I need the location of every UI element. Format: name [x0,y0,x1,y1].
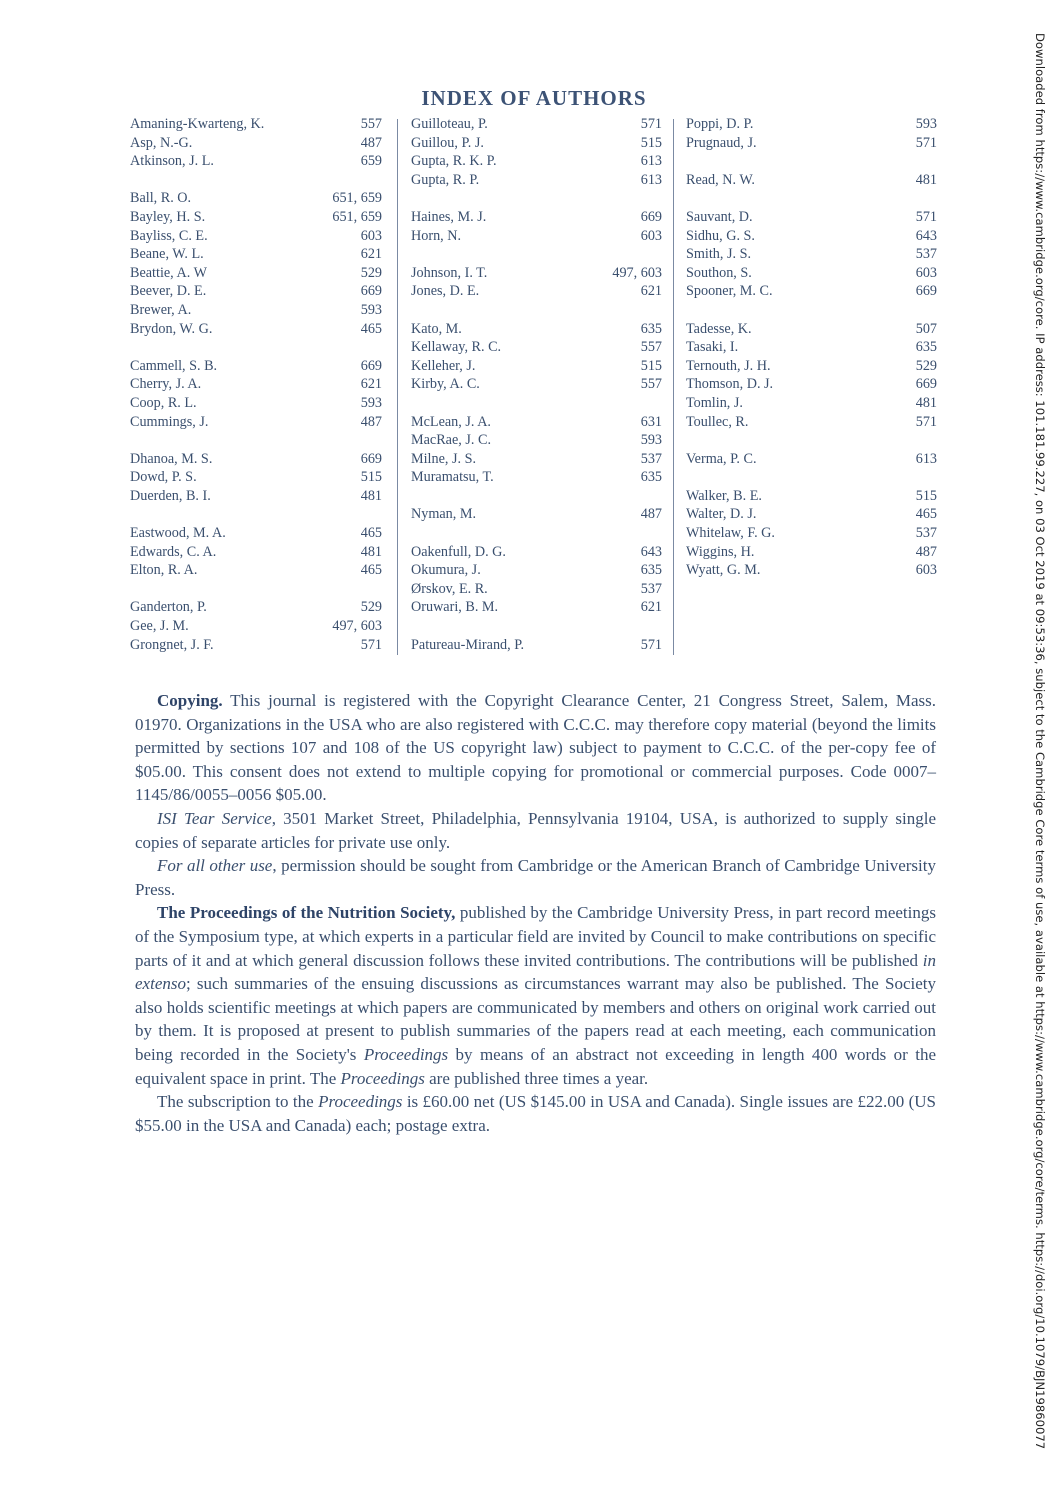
index-spacer [411,394,662,413]
author-name: Spooner, M. C. [686,283,773,300]
index-entry [686,543,937,562]
index-entry [130,227,382,246]
proceedings-heading: The Proceedings of the Nutrition Society, [157,903,456,923]
index-entry [130,301,382,320]
author-name: Read, N. W. [686,171,755,188]
author-name: Edwards, C. A. [130,543,217,560]
index-entry [686,171,937,190]
index-spacer [411,524,662,543]
author-name: Ternouth, J. H. [686,357,771,374]
page-numbers: 515 [360,469,382,486]
page-numbers: 669 [915,283,937,300]
index-entry [411,264,662,283]
page-numbers: 537 [640,580,662,597]
page-numbers: 529 [360,264,382,281]
author-name: Elton, R. A. [130,562,198,579]
page-numbers: 603 [915,264,937,281]
page-numbers: 487 [915,543,937,560]
author-name: Horn, N. [411,227,462,244]
page-numbers: 635 [640,469,662,486]
index-entry [686,357,937,376]
author-name: Gee, J. M. [130,618,189,635]
index-spacer [411,617,662,636]
author-index [130,115,940,660]
page-numbers: 537 [640,450,662,467]
index-entry [411,636,662,655]
index-entry [686,524,937,543]
index-entry [411,227,662,246]
index-entry [130,413,382,432]
author-name: Kellaway, R. C. [411,339,502,356]
author-name: Gupta, R. K. P. [411,153,497,170]
page-numbers: 621 [360,246,382,263]
index-spacer [130,338,382,357]
index-entry [411,431,662,450]
author-name: Ørskov, E. R. [411,580,488,597]
proceedings-paragraph: The Proceedings of the Nutrition Society, published by the Cambridge University Press, in part record meetings of the Symposium type, at which experts in a particular field are invited by Council to make contributions on specific parts of it and at which general discussion follows these invited contributions. The contributions will be published in extenso; such summaries of the ensuing discussions as circumstances warrant may also be published. The Society also holds scientific meetings at which papers are communicated by members and others on original work carried out by them. It is proposed at present to publish summaries of the papers read at each meeting, each communication being recorded in the Society's Proceedings by means of an abstract not exceeding in length 400 words or the equivalent space in print. The Proceedings are published three times a year. [135,903,936,1088]
author-name: Gupta, R. P. [411,171,480,188]
author-name: Bayley, H. S. [130,208,206,225]
page-numbers: 529 [915,357,937,374]
index-column-2 [411,115,662,654]
index-entry [130,543,382,562]
index-spacer [411,245,662,264]
index-entry [411,320,662,339]
page-numbers: 571 [640,116,662,132]
author-name: Beattie, A. W [130,264,207,281]
page-numbers: 603 [915,562,937,579]
index-entry [686,227,937,246]
author-name: Eastwood, M. A. [130,525,226,542]
page-numbers: 557 [360,116,382,132]
index-entry [686,134,937,153]
page-numbers: 481 [360,487,382,504]
index-entry [411,561,662,580]
page-numbers: 631 [640,413,662,430]
author-name: Muramatsu, T. [411,469,494,486]
author-name: Wiggins, H. [686,543,755,560]
index-entry [411,282,662,301]
page-numbers: 571 [915,413,937,430]
index-entry [686,264,937,283]
author-name: Dhanoa, M. S. [130,450,213,467]
page-numbers: 529 [360,599,382,616]
page-numbers: 669 [360,450,382,467]
author-name: Patureau-Mirand, P. [411,636,525,653]
page-numbers: 643 [915,227,937,244]
page-numbers: 487 [640,506,662,523]
page-numbers: 481 [915,171,937,188]
author-name: Whitelaw, F. G. [686,525,775,542]
index-spacer [686,431,937,450]
page-numbers: 557 [640,339,662,356]
index-entry [411,580,662,599]
page-numbers: 621 [640,283,662,300]
page-numbers: 465 [915,506,937,523]
author-name: Sidhu, G. S. [686,227,755,244]
download-sidebar [1027,33,1047,1469]
author-name: Poppi, D. P. [686,116,754,132]
index-entry [411,375,662,394]
index-entry [130,524,382,543]
page-numbers: 571 [915,134,937,151]
index-spacer [686,301,937,320]
author-name: Kirby, A. C. [411,376,480,393]
author-name: Dowd, P. S. [130,469,197,486]
page-numbers: 481 [915,394,937,411]
index-entry [686,505,937,524]
page-numbers: 593 [360,394,382,411]
index-entry [130,636,382,655]
index-entry [130,617,382,636]
author-name: Milne, J. S. [411,450,477,467]
author-name: Beane, W. L. [130,246,204,263]
page-numbers: 497, 603 [612,264,662,281]
index-spacer [130,505,382,524]
index-entry [130,357,382,376]
author-name: Johnson, I. T. [411,264,488,281]
author-name: Brewer, A. [130,301,192,318]
index-entry [686,208,937,227]
page-numbers: 481 [360,543,382,560]
index-entry [130,450,382,469]
page-numbers: 571 [360,636,382,653]
page-numbers: 613 [640,171,662,188]
author-name: Wyatt, G. M. [686,562,761,579]
author-name: Cummings, J. [130,413,209,430]
copying-heading: Copying. [157,691,223,710]
page-numbers: 613 [640,153,662,170]
page-numbers: 659 [360,153,382,170]
column-divider [673,119,674,655]
author-name: Jones, D. E. [411,283,480,300]
page-numbers: 635 [640,562,662,579]
page-numbers: 635 [640,320,662,337]
author-name: Tadesse, K. [686,320,752,337]
author-name: Cammell, S. B. [130,357,218,374]
index-entry [686,375,937,394]
index-entry [130,115,382,134]
index-entry [130,208,382,227]
author-name: Atkinson, J. L. [130,153,214,170]
index-column-3 [686,115,937,580]
index-entry [411,134,662,153]
page-numbers: 651, 659 [332,208,382,225]
index-entry [411,598,662,617]
index-entry [411,357,662,376]
index-spacer [130,431,382,450]
author-name: Okumura, J. [411,562,481,579]
index-entry [411,468,662,487]
page-numbers: 465 [360,562,382,579]
isi-paragraph: ISI Tear Service, 3501 Market Street, Philadelphia, Pennsylvania 19104, USA, is authorized to supply single copies of separate articles for private use only. [135,808,936,852]
index-title: INDEX OF AUTHORS [421,86,647,110]
index-spacer [130,580,382,599]
page-numbers: 651, 659 [332,190,382,207]
author-name: Amaning-Kwarteng, K. [130,116,265,132]
index-entry [686,413,937,432]
page-numbers: 669 [915,376,937,393]
author-name: Smith, J. S. [686,246,752,263]
page-numbers: 487 [360,413,382,430]
author-name: Asp, N.-G. [130,134,193,151]
index-spacer [686,468,937,487]
column-divider [397,119,398,655]
index-entry [130,152,382,171]
page-numbers: 643 [640,543,662,560]
page-numbers: 635 [915,339,937,356]
index-entry [411,171,662,190]
author-name: Guilloteau, P. [411,116,488,132]
author-name: MacRae, J. C. [411,432,491,449]
page-numbers: 537 [915,525,937,542]
author-name: Walter, D. J. [686,506,757,523]
index-entry [130,189,382,208]
index-spacer [411,301,662,320]
author-name: Cherry, J. A. [130,376,202,393]
index-entry [411,450,662,469]
author-name: Guillou, P. J. [411,134,484,151]
copying-paragraph: Copying. This journal is registered with the Copyright Clearance Center, 21 Congress Street, Salem, Mass. 01970. Organizations in the USA who are also registered with C.C.C. may therefore copy material (beyond the limits permitted by sections 107 and 108 of the US copyright law) subject to payment to C.C.C. of the per-copy fee of $05.00. This consent does not extend to multiple copying for promotional or commercial purposes. Code 0007–1145/86/0055–0056 $05.00. [135,691,936,805]
author-name: Haines, M. J. [411,208,487,225]
index-entry [130,375,382,394]
page-numbers: 537 [915,246,937,263]
page-numbers: 497, 603 [332,618,382,635]
page-numbers: 515 [915,487,937,504]
page-numbers: 507 [915,320,937,337]
author-name: Sauvant, D. [686,208,753,225]
page-numbers: 621 [360,376,382,393]
page-numbers: 515 [640,357,662,374]
index-entry [686,115,937,134]
index-entry [686,487,937,506]
index-spacer [686,152,937,171]
author-name: Nyman, M. [411,506,477,523]
author-name: Thomson, D. J. [686,376,774,393]
index-entry [411,208,662,227]
page-numbers: 593 [640,432,662,449]
index-entry [686,561,937,580]
page-numbers: 603 [640,227,662,244]
page-numbers: 593 [915,116,937,132]
author-name: Beever, D. E. [130,283,207,300]
author-name: Kato, M. [411,320,462,337]
index-entry [686,282,937,301]
index-entry [130,282,382,301]
author-name: McLean, J. A. [411,413,491,430]
author-name: Toullec, R. [686,413,749,430]
author-name: Tomlin, J. [686,394,743,411]
page-numbers: 557 [640,376,662,393]
author-name: Ball, R. O. [130,190,192,207]
index-entry [411,338,662,357]
index-entry [130,320,382,339]
index-entry [130,487,382,506]
page-numbers: 571 [915,208,937,225]
page-numbers: 669 [360,283,382,300]
other-use-paragraph: For all other use, permission should be sought from Cambridge or the American Branch of Cambridge University Press. [135,856,936,899]
index-entry [686,245,937,264]
index-entry [686,338,937,357]
index-entry [411,413,662,432]
index-entry [130,394,382,413]
index-entry [130,468,382,487]
index-entry [411,505,662,524]
author-name: Oakenfull, D. G. [411,543,506,560]
page-numbers: 465 [360,525,382,542]
index-entry [686,394,937,413]
page-numbers: 515 [640,134,662,151]
index-entry [686,320,937,339]
page-numbers: 669 [640,208,662,225]
page-numbers: 571 [640,636,662,653]
page-numbers: 603 [360,227,382,244]
author-name: Prugnaud, J. [686,134,757,151]
page-numbers: 613 [915,450,937,467]
other-use-heading: For all other use [157,856,273,876]
page-numbers: 487 [360,134,382,151]
download-notice-text: Downloaded from https://www.cambridge.org/core. IP address: 101.181.99.227, on 03 Oct 2019 at 09:53:36, subject to the Cambridge Core terms of use, available at https://www.cambridge.org/core/terms. https://doi.org/10.1079/BJN19860077 [1033,33,1047,1450]
index-entry [130,134,382,153]
copyright-notice [135,689,936,1137]
page-numbers: 465 [360,320,382,337]
index-spacer [130,171,382,190]
page-numbers: 593 [360,301,382,318]
author-name: Verma, P. C. [686,450,757,467]
index-spacer [411,189,662,208]
index-entry [411,152,662,171]
author-name: Kelleher, J. [411,357,476,374]
isi-heading: ISI Tear Service [157,808,272,828]
author-name: Southon, S. [686,264,752,281]
author-name: Brydon, W. G. [130,320,213,337]
author-name: Grongnet, J. F. [130,636,214,653]
index-column-1 [130,115,382,654]
author-name: Tasaki, I. [686,339,739,356]
subscription-paragraph: The subscription to the Proceedings is £60.00 net (US $145.00 in USA and Canada). Single issues are £22.00 (US $55.00 in the USA and Canada) each; postage extra. [135,1092,937,1135]
index-spacer [686,189,937,208]
author-name: Coop, R. L. [130,394,197,411]
index-entry [411,115,662,134]
index-entry [130,598,382,617]
index-spacer [411,487,662,506]
index-entry [130,245,382,264]
page-numbers: 621 [640,599,662,616]
index-entry [130,561,382,580]
page-numbers: 669 [360,357,382,374]
author-name: Ganderton, P. [130,599,207,616]
index-entry [686,450,937,469]
index-entry [411,543,662,562]
index-entry [130,264,382,283]
author-name: Walker, B. E. [686,487,762,504]
author-name: Oruwari, B. M. [411,599,499,616]
author-name: Bayliss, C. E. [130,227,208,244]
author-name: Duerden, B. I. [130,487,211,504]
